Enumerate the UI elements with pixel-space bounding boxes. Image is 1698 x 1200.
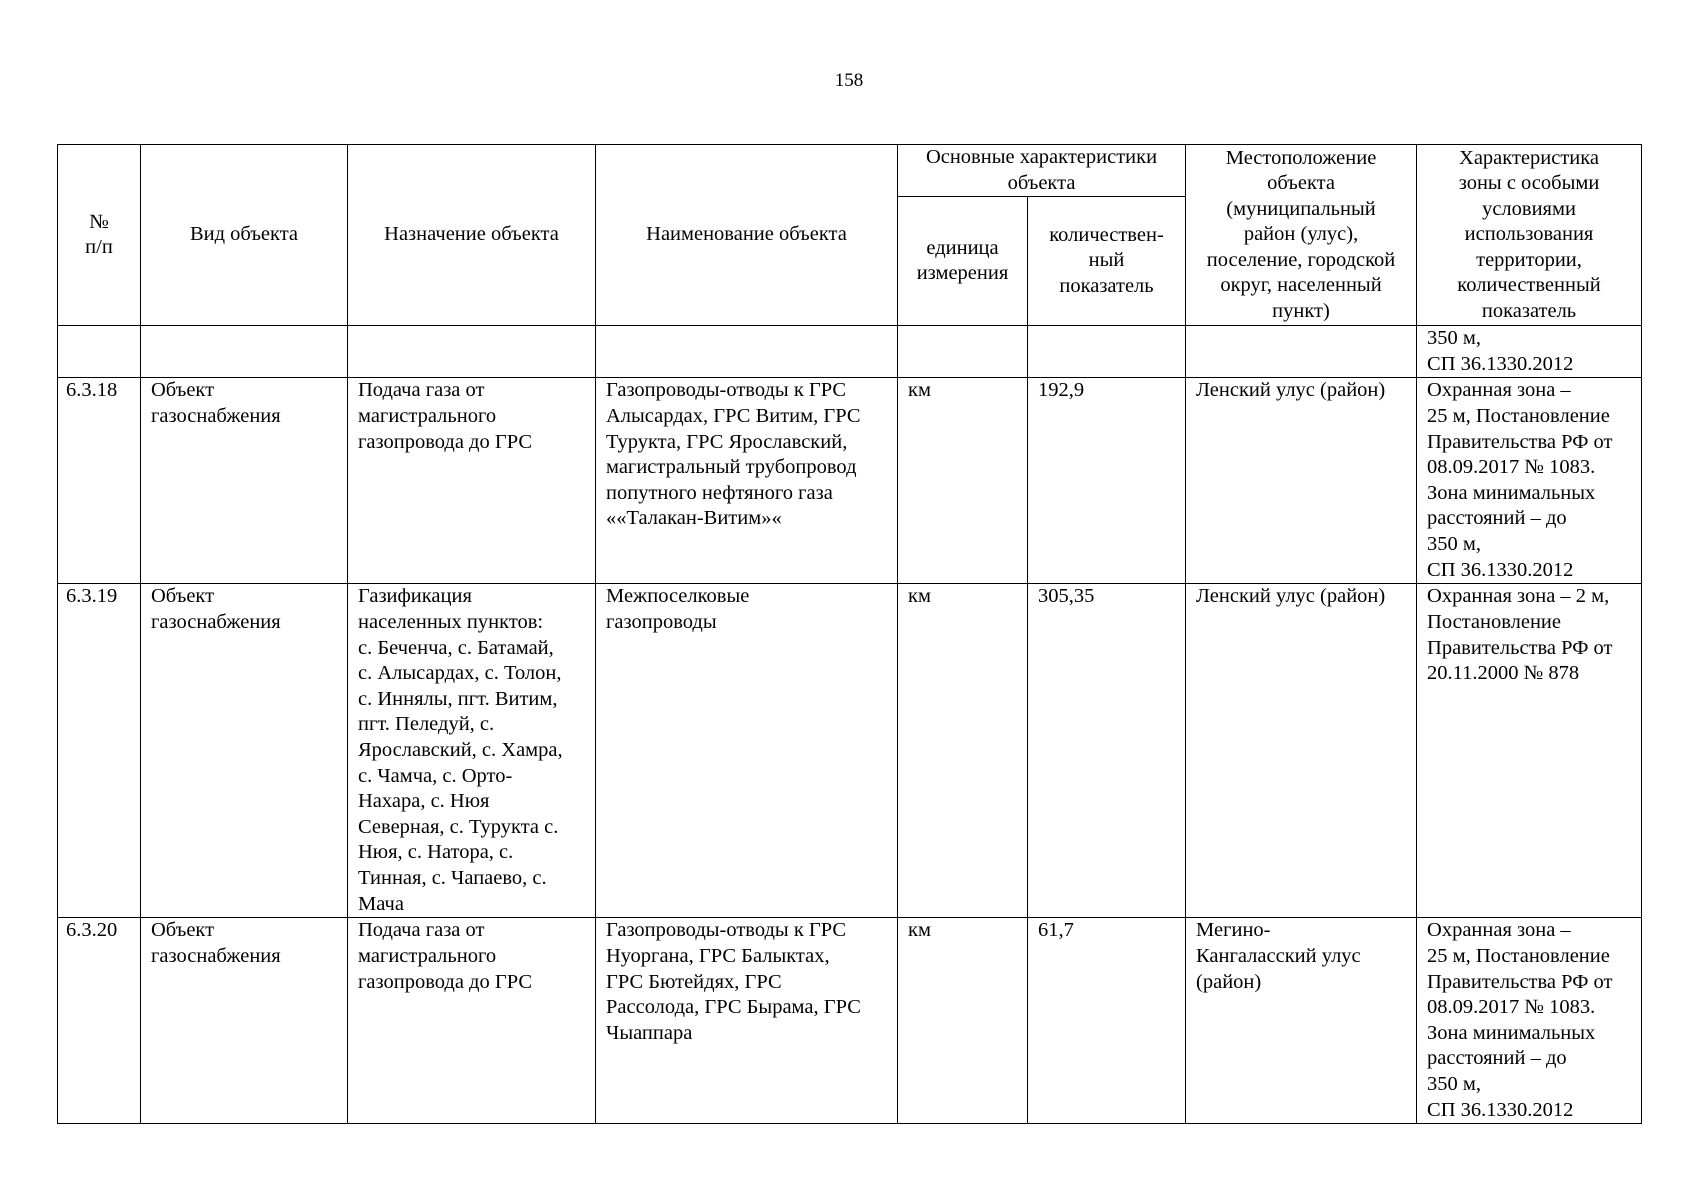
cell-quantity: [1028, 326, 1186, 378]
cell-object-purpose: Подача газа от магистрального газопровода до ГРС: [348, 378, 596, 584]
header-main-characteristics: Основные характеристики объекта: [898, 145, 1186, 197]
header-unit: единица измерения: [898, 197, 1028, 326]
cell-location: Мегино- Кангаласский улус (район): [1186, 918, 1417, 1124]
header-quantity: количествен- ный показатель: [1028, 197, 1186, 326]
cell-unit: км: [898, 378, 1028, 584]
table-row: [58, 378, 1642, 584]
header-row-top: [58, 145, 1642, 197]
cell-object-name: [596, 326, 898, 378]
cell-zone: 350 м, СП 36.1330.2012: [1417, 326, 1642, 378]
cell-object-type: Объект газоснабжения: [141, 584, 348, 918]
header-zone: Характеристика зоны с особыми условиями использования территории, количественный показатель: [1417, 145, 1642, 326]
cell-num: 6.3.20: [58, 918, 141, 1124]
table-row: [58, 918, 1642, 1124]
header-object-purpose: Назначение объекта: [348, 145, 596, 326]
cell-quantity: 305,35: [1028, 584, 1186, 918]
cell-num: 6.3.19: [58, 584, 141, 918]
cell-quantity: 192,9: [1028, 378, 1186, 584]
table-row: [58, 584, 1642, 918]
cell-quantity: 61,7: [1028, 918, 1186, 1124]
header-location: Местоположение объекта (муниципальный район (улус), поселение, городской округ, населенный пункт): [1186, 145, 1417, 326]
cell-location: [1186, 326, 1417, 378]
header-object-type: Вид объекта: [141, 145, 348, 326]
cell-num: [58, 326, 141, 378]
cell-unit: км: [898, 584, 1028, 918]
header-num: № п/п: [58, 145, 141, 326]
cell-zone: Охранная зона – 25 м, Постановление Правительства РФ от 08.09.2017 № 1083. Зона минимальных расстояний – до 350 м, СП 36.1330.2012: [1417, 378, 1642, 584]
cell-object-name: Газопроводы-отводы к ГРС Нуоргана, ГРС Балыктах, ГРС Бютейдях, ГРС Рассолода, ГРС Бырама, ГРС Чыаппара: [596, 918, 898, 1124]
cell-num: 6.3.18: [58, 378, 141, 584]
header-object-name: Наименование объекта: [596, 145, 898, 326]
cell-object-name: Газопроводы-отводы к ГРС Алысардах, ГРС Витим, ГРС Турукта, ГРС Ярославский, магистральный трубопровод попутного нефтяного газа ««Талакан-Витим»«: [596, 378, 898, 584]
cell-object-purpose: Подача газа от магистрального газопровода до ГРС: [348, 918, 596, 1124]
cell-unit: [898, 326, 1028, 378]
cell-object-purpose: Газификация населенных пунктов: с. Беченча, с. Батамай, с. Алысардах, с. Толон, с. Иннялы, пгт. Витим, пгт. Пеледуй, с. Ярославский, с. Хамра, с. Чамча, с. Орто- Нахара, с. Нюя Северная, с. Турукта с. Нюя, с. Натора, с. Тинная, с. Чапаево, с. Мача: [348, 584, 596, 918]
cell-object-purpose: [348, 326, 596, 378]
cell-location: Ленский улус (район): [1186, 584, 1417, 918]
cell-object-type: Объект газоснабжения: [141, 918, 348, 1124]
objects-table: [57, 144, 1642, 1124]
cell-zone: Охранная зона – 2 м, Постановление Правительства РФ от 20.11.2000 № 878: [1417, 584, 1642, 918]
cell-zone: Охранная зона – 25 м, Постановление Правительства РФ от 08.09.2017 № 1083. Зона минимальных расстояний – до 350 м, СП 36.1330.2012: [1417, 918, 1642, 1124]
cell-location: Ленский улус (район): [1186, 378, 1417, 584]
cell-object-name: Межпоселковые газопроводы: [596, 584, 898, 918]
cell-object-type: [141, 326, 348, 378]
page-number: 158: [834, 70, 864, 91]
cell-unit: км: [898, 918, 1028, 1124]
cell-object-type: Объект газоснабжения: [141, 378, 348, 584]
table-row: [58, 326, 1642, 378]
